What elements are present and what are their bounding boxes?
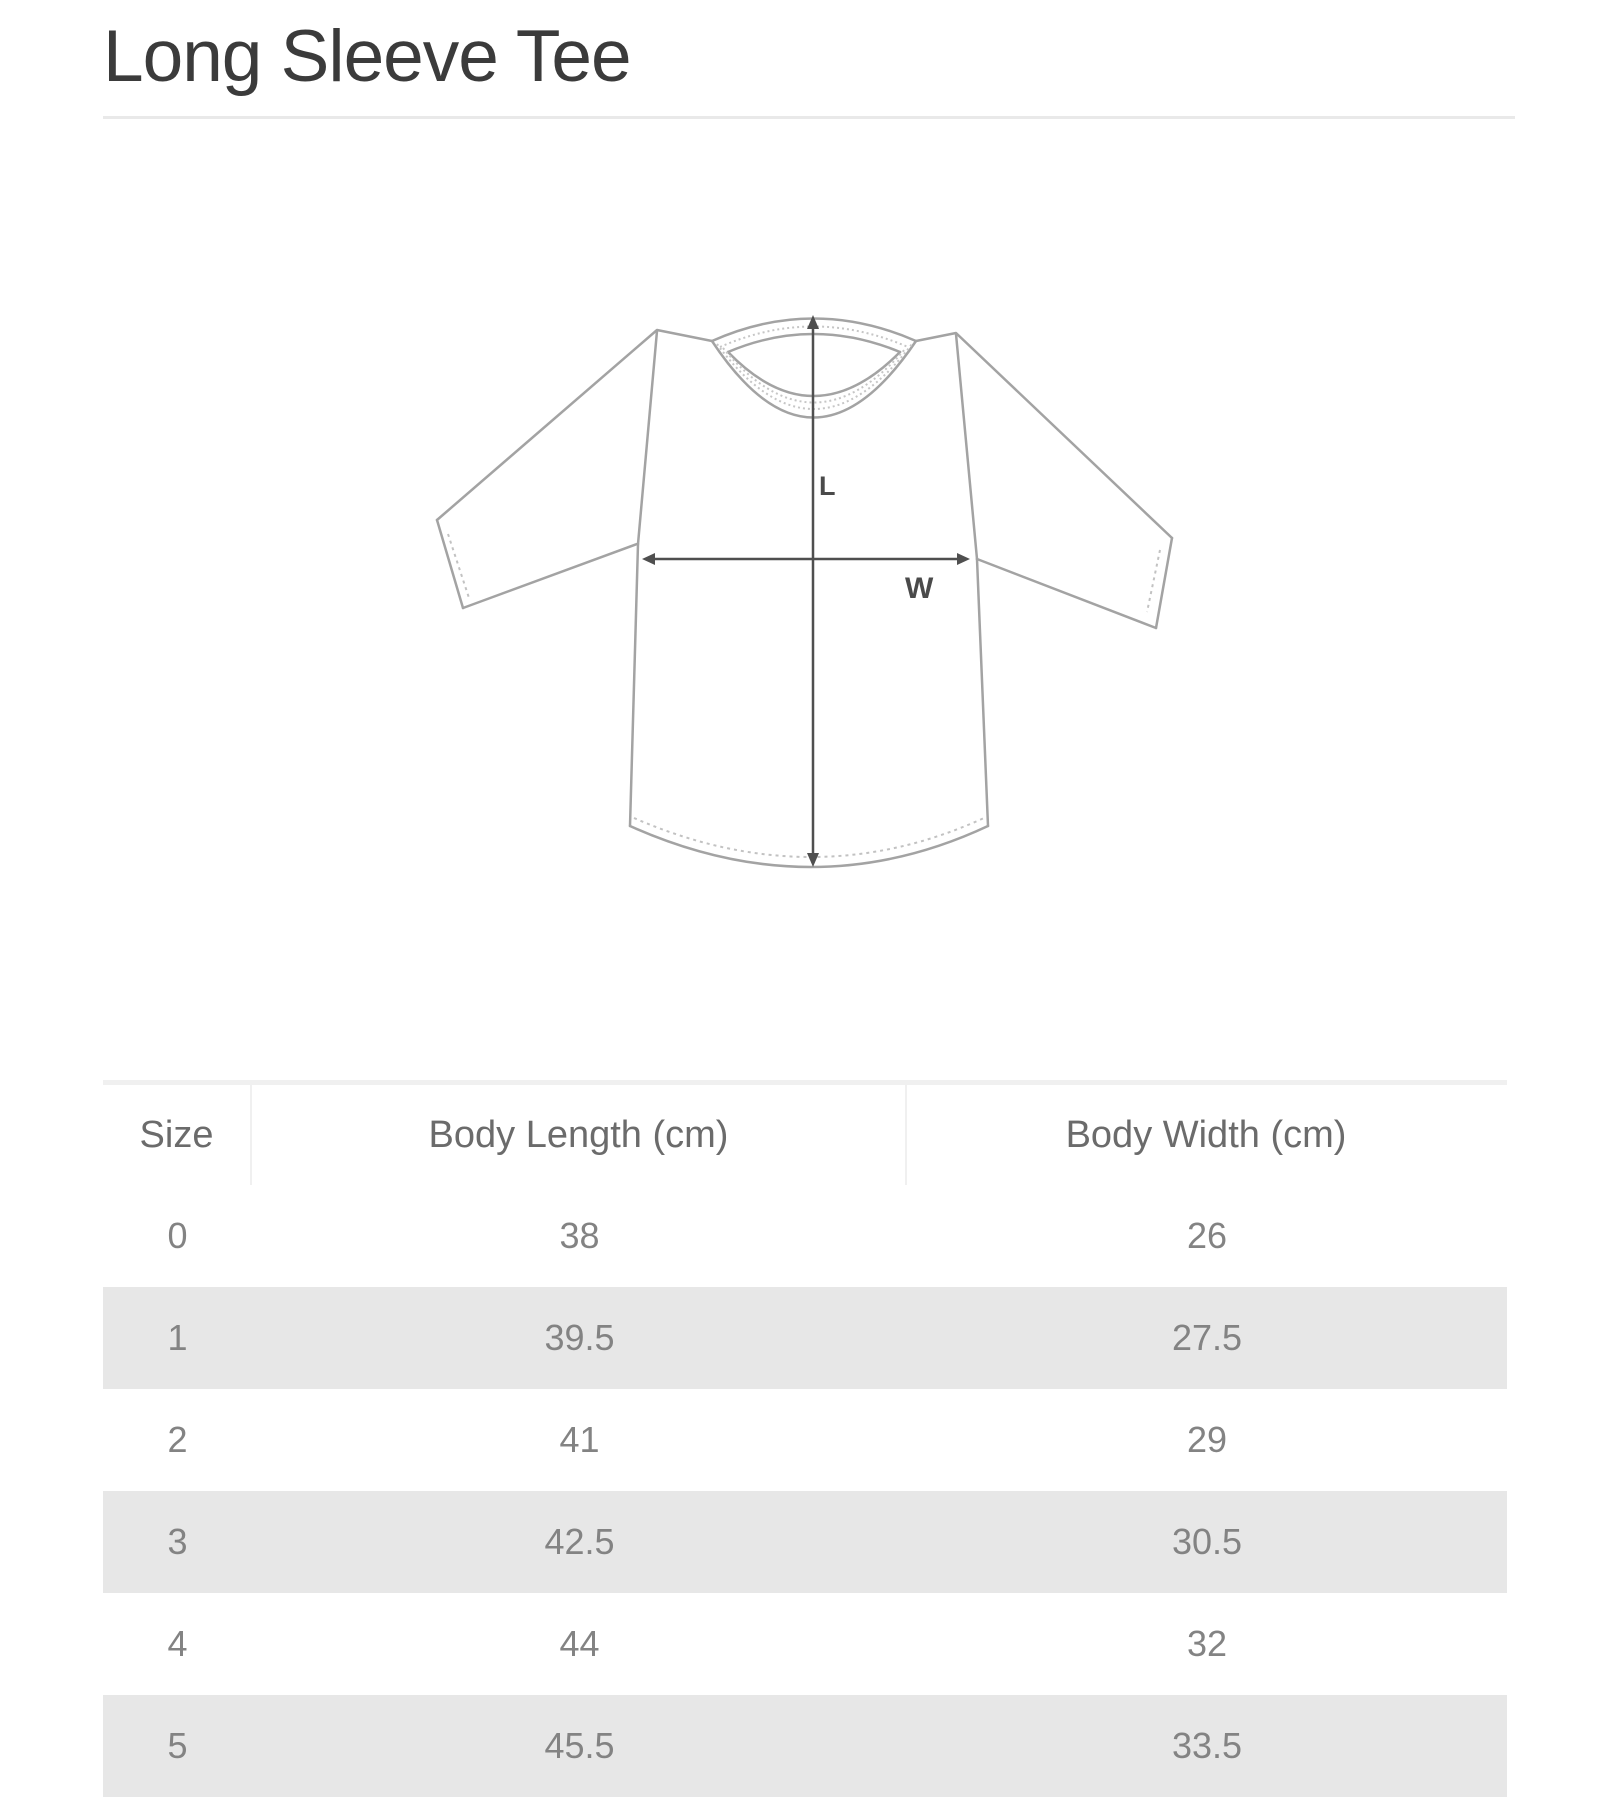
table-cell: 29 (1186, 1419, 1228, 1460)
table-cell: 1 (167, 1317, 188, 1358)
length-label: L (819, 471, 836, 501)
table-row (103, 1389, 1507, 1491)
table-cell: 45.5 (544, 1725, 615, 1766)
column-header-size: Size (103, 1085, 252, 1185)
table-cell: 30.5 (1171, 1521, 1243, 1562)
table-cell: 33.5 (1171, 1725, 1243, 1766)
table-cell: 42.5 (544, 1521, 615, 1562)
table-row (103, 1695, 1507, 1797)
page-title: Long Sleeve Tee (103, 16, 631, 97)
column-header-body-width: Body Width (cm) (1065, 1113, 1347, 1156)
table-cell: 39.5 (544, 1317, 615, 1358)
table-cell: 0 (167, 1215, 188, 1256)
long-sleeve-tee-drawing (350, 280, 1230, 920)
column-header-body-length: Body Length (cm) (252, 1085, 907, 1185)
table-row (103, 1287, 1507, 1389)
table-cell: 41 (559, 1419, 600, 1460)
table-cell: 27.5 (1171, 1317, 1243, 1358)
table-cell: 5 (167, 1725, 188, 1766)
shirt-measurement-illustration (350, 280, 1230, 920)
size-table-rows (103, 1185, 1507, 1797)
table-cell: 44 (559, 1623, 600, 1664)
table-cell: 3 (167, 1521, 188, 1562)
table-cell: 38 (559, 1215, 600, 1256)
table-row (103, 1593, 1507, 1695)
table-cell: 26 (1186, 1215, 1228, 1256)
table-row (103, 1185, 1507, 1287)
width-label: W (905, 572, 934, 605)
size-table-header (103, 1080, 1507, 1185)
table-cell: 4 (167, 1623, 188, 1664)
table-cell: 32 (1186, 1623, 1228, 1664)
size-table (103, 1080, 1507, 1797)
table-cell: 2 (167, 1419, 188, 1460)
table-row (103, 1491, 1507, 1593)
title-divider (103, 116, 1515, 119)
